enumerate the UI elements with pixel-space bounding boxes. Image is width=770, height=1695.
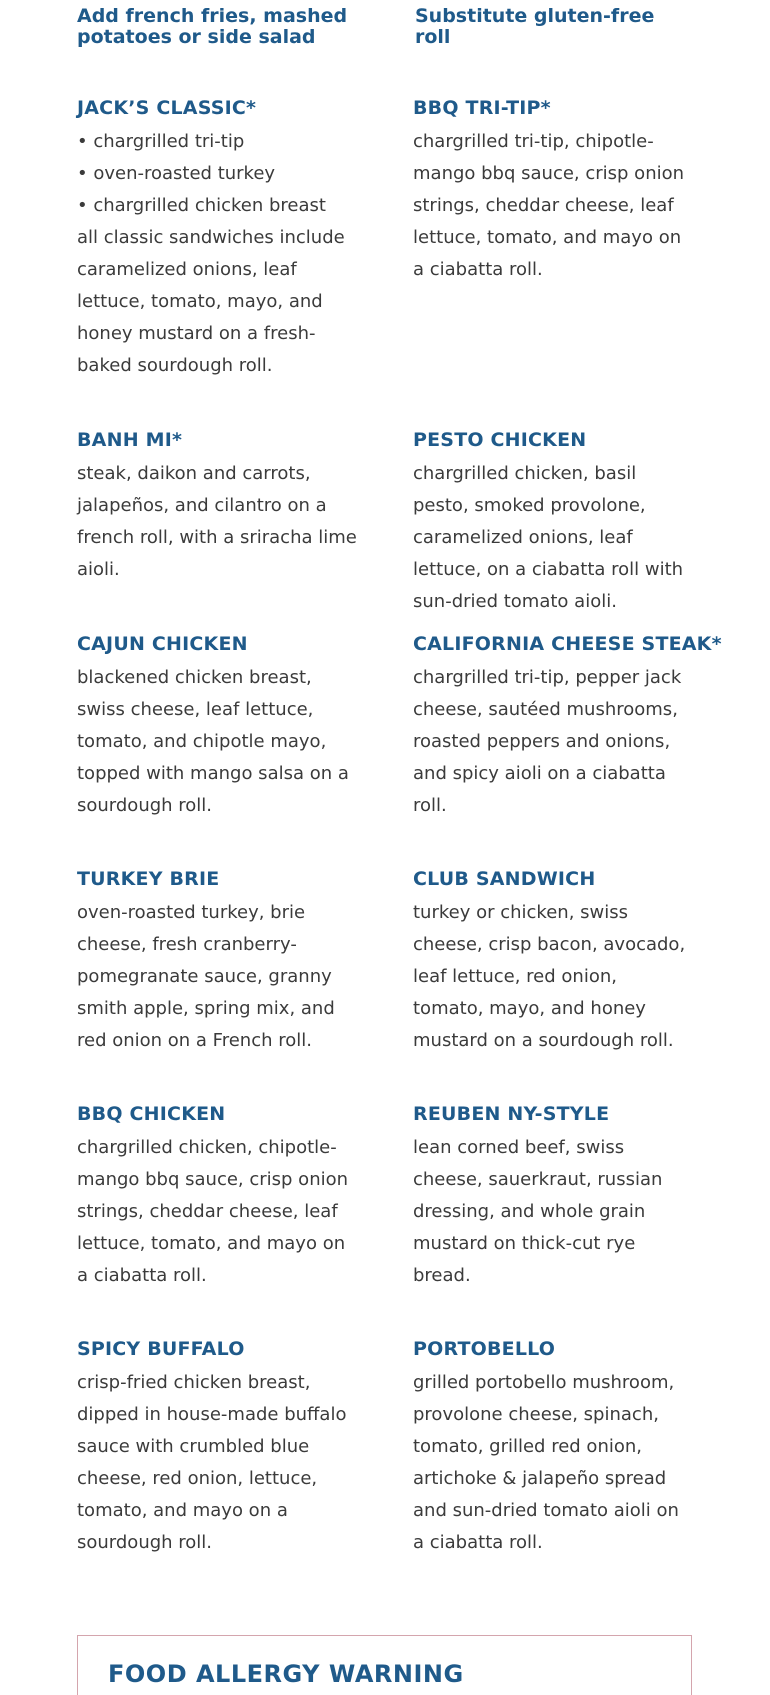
menu-item-reuben-ny-style (413, 1102, 693, 1337)
menu-item-portobello (413, 1337, 693, 1603)
menu-item-pesto-chicken (413, 428, 693, 632)
menu-item-description: grilled portobello mushroom, provolone cheese, spinach, tomato, grilled red onion, artichoke & jalapeño spread and sun-dried tomato aioli on a ciabatta roll. (413, 1372, 679, 1553)
sandwich-menu-grid (77, 96, 722, 1603)
menu-item-title: PESTO CHICKEN (413, 429, 587, 451)
top-notes (77, 6, 693, 48)
menu-item-description: all classic sandwiches include caramelized onions, leaf lettuce, tomato, mayo, and honey mustard on a fresh-baked sourdough roll. (77, 227, 345, 376)
menu-item-description: chargrilled chicken, basil pesto, smoked provolone, caramelized onions, leaf lettuce, on a ciabatta roll with sun-dried tomato aioli. (413, 463, 684, 612)
menu-row (77, 1102, 693, 1337)
menu-item-club-sandwich (413, 867, 693, 1102)
food-allergy-warning-title: FOOD ALLERGY WARNING (108, 1660, 464, 1688)
menu-row (77, 96, 693, 428)
menu-item-title: REUBEN NY-STYLE (413, 1103, 610, 1125)
menu-item-description: chargrilled tri-tip, chipotle-mango bbq sauce, crisp onion strings, cheddar cheese, leaf lettuce, tomato, and mayo on a ciabatta roll. (413, 131, 685, 280)
menu-item-turkey-brie (77, 867, 359, 1102)
protein-options-list (77, 126, 359, 222)
menu-item-title: BBQ CHICKEN (77, 1103, 226, 1125)
side-addon-note: Add french fries, mashed potatoes or side salad (77, 5, 348, 48)
menu-item-california-cheese-steak (413, 632, 722, 867)
protein-option: • chargrilled chicken breast (77, 190, 359, 222)
menu-item-description: lean corned beef, swiss cheese, sauerkraut, russian dressing, and whole grain mustard on thick-cut rye bread. (413, 1137, 663, 1286)
gluten-free-note: Substitute gluten-free roll (415, 5, 655, 48)
menu-item-description: chargrilled chicken, chipotle-mango bbq sauce, crisp onion strings, cheddar cheese, leaf lettuce, tomato, and mayo on a ciabatta roll. (77, 1137, 349, 1286)
menu-item-title: SPICY BUFFALO (77, 1338, 245, 1360)
menu-item-jacks-classic (77, 96, 359, 428)
menu-item-description: steak, daikon and carrots, jalapeños, and cilantro on a french roll, with a sriracha lime aioli. (77, 463, 357, 580)
menu-item-title: JACK’S CLASSIC* (77, 97, 257, 119)
menu-item-title: BANH MI* (77, 429, 183, 451)
menu-item-bbq-chicken (77, 1102, 359, 1337)
menu-item-bbq-tri-tip (413, 96, 693, 428)
menu-item-title: PORTOBELLO (413, 1338, 556, 1360)
menu-row (77, 428, 693, 632)
menu-item-description: chargrilled tri-tip, pepper jack cheese, sautéed mushrooms, roasted peppers and onions, and spicy aioli on a ciabatta roll. (413, 667, 682, 816)
menu-item-banh-mi (77, 428, 359, 632)
menu-row (77, 632, 722, 867)
menu-item-title: BBQ TRI-TIP* (413, 97, 551, 119)
food-allergy-warning-box (77, 1635, 692, 1695)
menu-row (77, 867, 693, 1102)
menu-item-spicy-buffalo (77, 1337, 359, 1603)
menu-item-description: turkey or chicken, swiss cheese, crisp bacon, avocado, leaf lettuce, red onion, tomato, mayo, and honey mustard on a sourdough roll. (413, 902, 686, 1051)
menu-item-title: CAJUN CHICKEN (77, 633, 248, 655)
menu-row (77, 1337, 693, 1603)
menu-item-title: TURKEY BRIE (77, 868, 220, 890)
menu-item-title: CALIFORNIA CHEESE STEAK* (413, 633, 722, 655)
protein-option: • oven-roasted turkey (77, 158, 359, 190)
menu-item-cajun-chicken (77, 632, 359, 867)
menu-item-description: oven-roasted turkey, brie cheese, fresh cranberry-pomegranate sauce, granny smith apple, spring mix, and red onion on a French roll. (77, 902, 335, 1051)
menu-item-description: crisp-fried chicken breast, dipped in house-made buffalo sauce with crumbled blue cheese, red onion, lettuce, tomato, and mayo on a sourdough roll. (77, 1372, 347, 1553)
menu-item-title: CLUB SANDWICH (413, 868, 596, 890)
menu-item-description: blackened chicken breast, swiss cheese, leaf lettuce, tomato, and chipotle mayo, topped with mango salsa on a sourdough roll. (77, 667, 349, 816)
protein-option: • chargrilled tri-tip (77, 126, 359, 158)
